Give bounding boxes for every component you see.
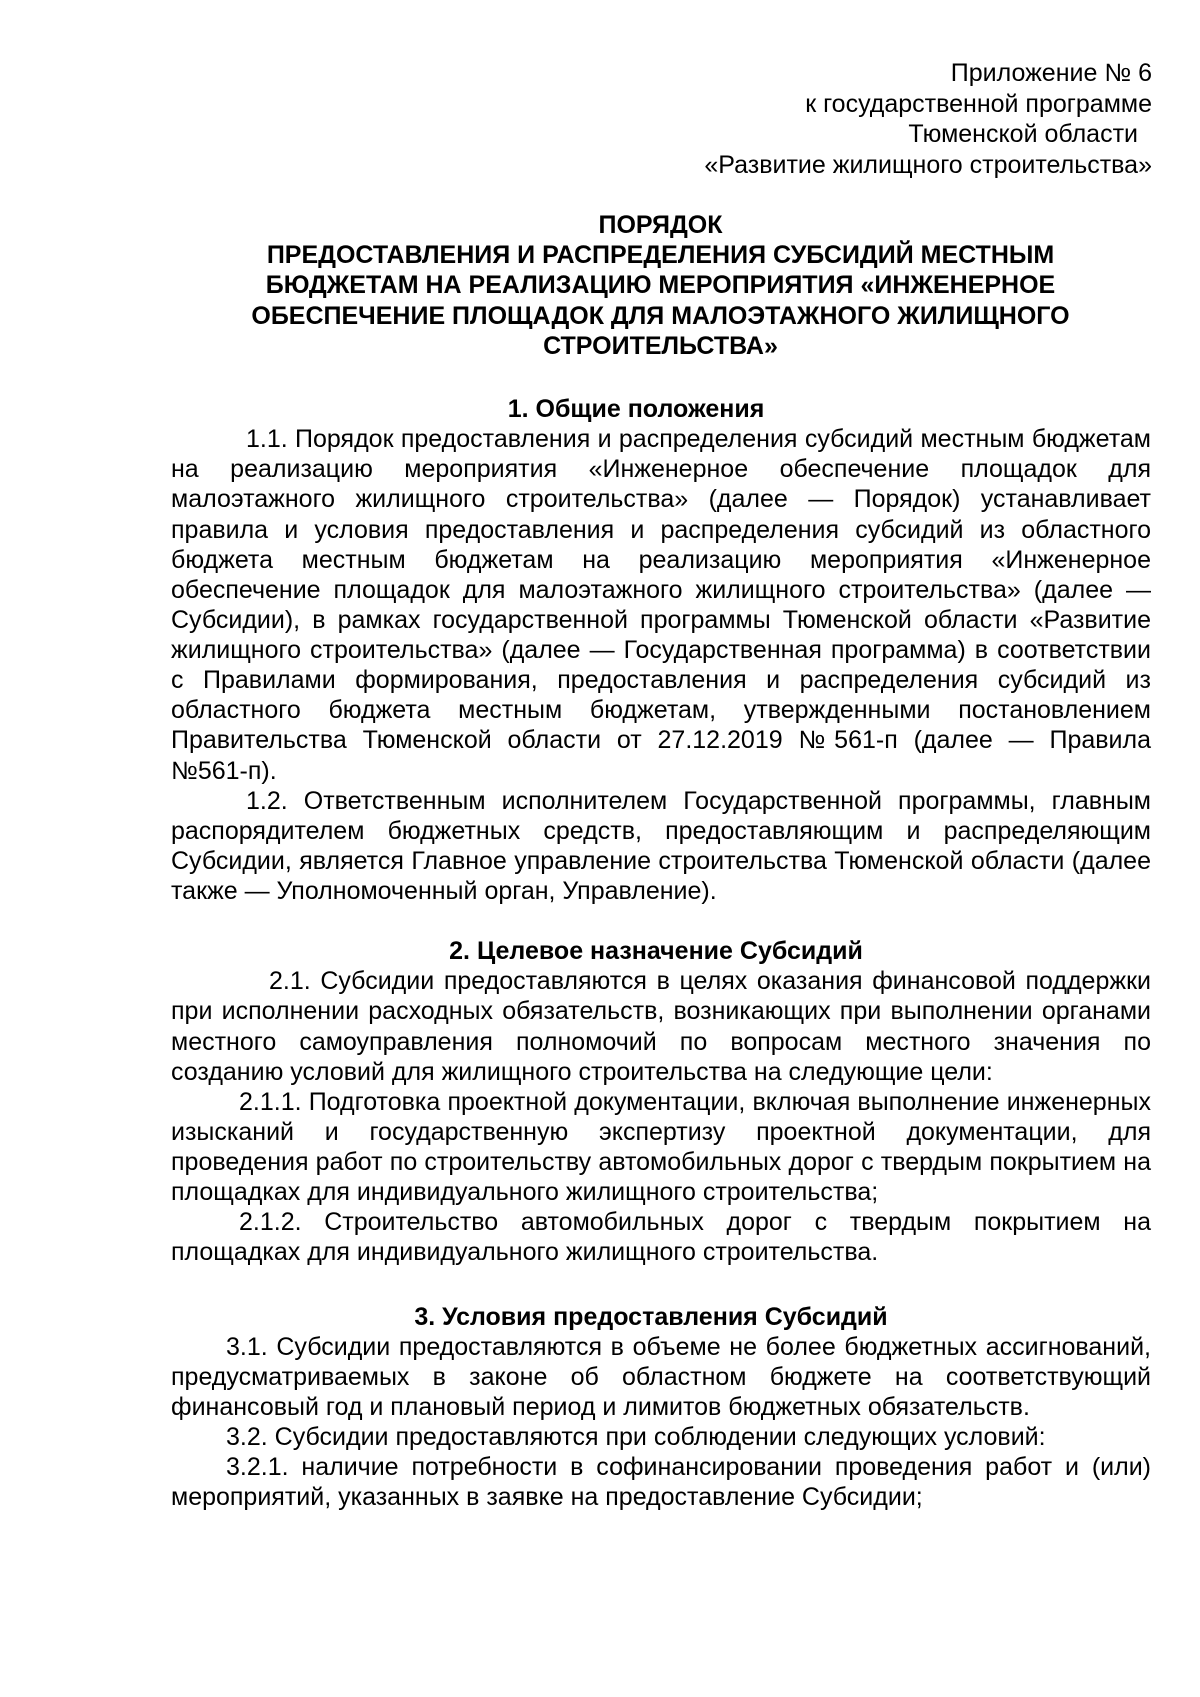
annex-region: Тюменской области bbox=[908, 120, 1138, 149]
paragraph-3-2-1: 3.2.1. наличие потребности в софинансировании проведения работ и (или) мероприятий, указанных в заявке на предоставление Субсидии; bbox=[171, 1453, 1151, 1512]
title-line: БЮДЖЕТАМ НА РЕАЛИЗАЦИЮ МЕРОПРИЯТИЯ «ИНЖЕНЕРНОЕ bbox=[265, 271, 1056, 300]
section-heading-2: 2. Целевое назначение Субсидий bbox=[449, 937, 863, 966]
paragraph-2-1: 2.1. Субсидии предоставляются в целях оказания финансовой поддержки при исполнении расходных обязательств, возникающих при выполнении органами местного самоуправления полномочий по вопросам местного значения по созданию условий для жилищного строительства на следующие цели: bbox=[171, 967, 1151, 1086]
annex-number: Приложение № 6 bbox=[950, 59, 1152, 87]
paragraph-2-1-1: 2.1.1. Подготовка проектной документации, включая выполнение инженерных изысканий и государственную экспертизу проектной документации, для проведения работ по строительству автомобильных дорог с твердым покрытием на площадках для индивидуального жилищного строительства; bbox=[171, 1087, 1151, 1207]
section-heading-3: 3. Условия предоставления Субсидий bbox=[414, 1302, 888, 1331]
paragraph-3-1: 3.1. Субсидии предоставляются в объеме не более бюджетных ассигнований, предусматриваемых в законе об областном бюджете на соответствующий финансовый год и плановый период и лимитов бюджетных обязательств. bbox=[171, 1332, 1151, 1421]
annex-program-ref: к государственной программе bbox=[805, 89, 1152, 118]
paragraph-1-2: 1.2. Ответственным исполнителем Государственной программы, главным распорядителем бюджетных средств, предоставляющим и распределяющим Субсидии, является Главное управление строительства Тюменской области (далее также — Уполномоченный орган, Управление). bbox=[171, 786, 1151, 905]
title-line: ПОРЯДОК bbox=[598, 211, 723, 239]
annex-header bbox=[704, 58, 1152, 180]
paragraph-1-1: 1.1. Порядок предоставления и распределения субсидий местным бюджетам на реализацию мероприятия «Инженерное обеспечение площадок для малоэтажного жилищного строительства» (далее — Порядок) устанавливает правила и условия предоставления и распределения субсидий из областного бюджета местным бюджетам на реализацию мероприятия «Инженерное обеспечение площадок для малоэтажного жилищного строительства» (далее — Субсидии), в рамках государственной программы Тюменской области «Развитие жилищного строительства» (далее — Государственная программа) в соответствии с Правилами формирования, предоставления и распределения субсидий из областного бюджета местным бюджетам, утвержденными постановлением Правительства Тюменской области от 27.12.2019 №561-п (далее — Правила №561-п). bbox=[171, 425, 1151, 785]
annex-program-name: «Развитие жилищного строительства» bbox=[704, 150, 1152, 179]
document-body bbox=[171, 394, 1151, 1512]
title-line: ПРЕДОСТАВЛЕНИЯ И РАСПРЕДЕЛЕНИЯ СУБСИДИЙ МЕСТНЫМ bbox=[266, 241, 1055, 270]
title-line: ОБЕСПЕЧЕНИЕ ПЛОЩАДОК ДЛЯ МАЛОЭТАЖНОГО ЖИЛИЩНОГО bbox=[251, 301, 1070, 330]
section-heading-1: 1. Общие положения bbox=[507, 395, 765, 423]
title-line: СТРОИТЕЛЬСТВА» bbox=[543, 331, 778, 360]
paragraph-2-1-2: 2.1.2. Строительство автомобильных дорог с твердым покрытием на площадках для индивидуального жилищного строительства. bbox=[171, 1208, 1151, 1267]
paragraph-3-2: 3.2. Субсидии предоставляются при соблюдении следующих условий: bbox=[226, 1423, 1046, 1451]
document-title bbox=[170, 210, 1151, 361]
